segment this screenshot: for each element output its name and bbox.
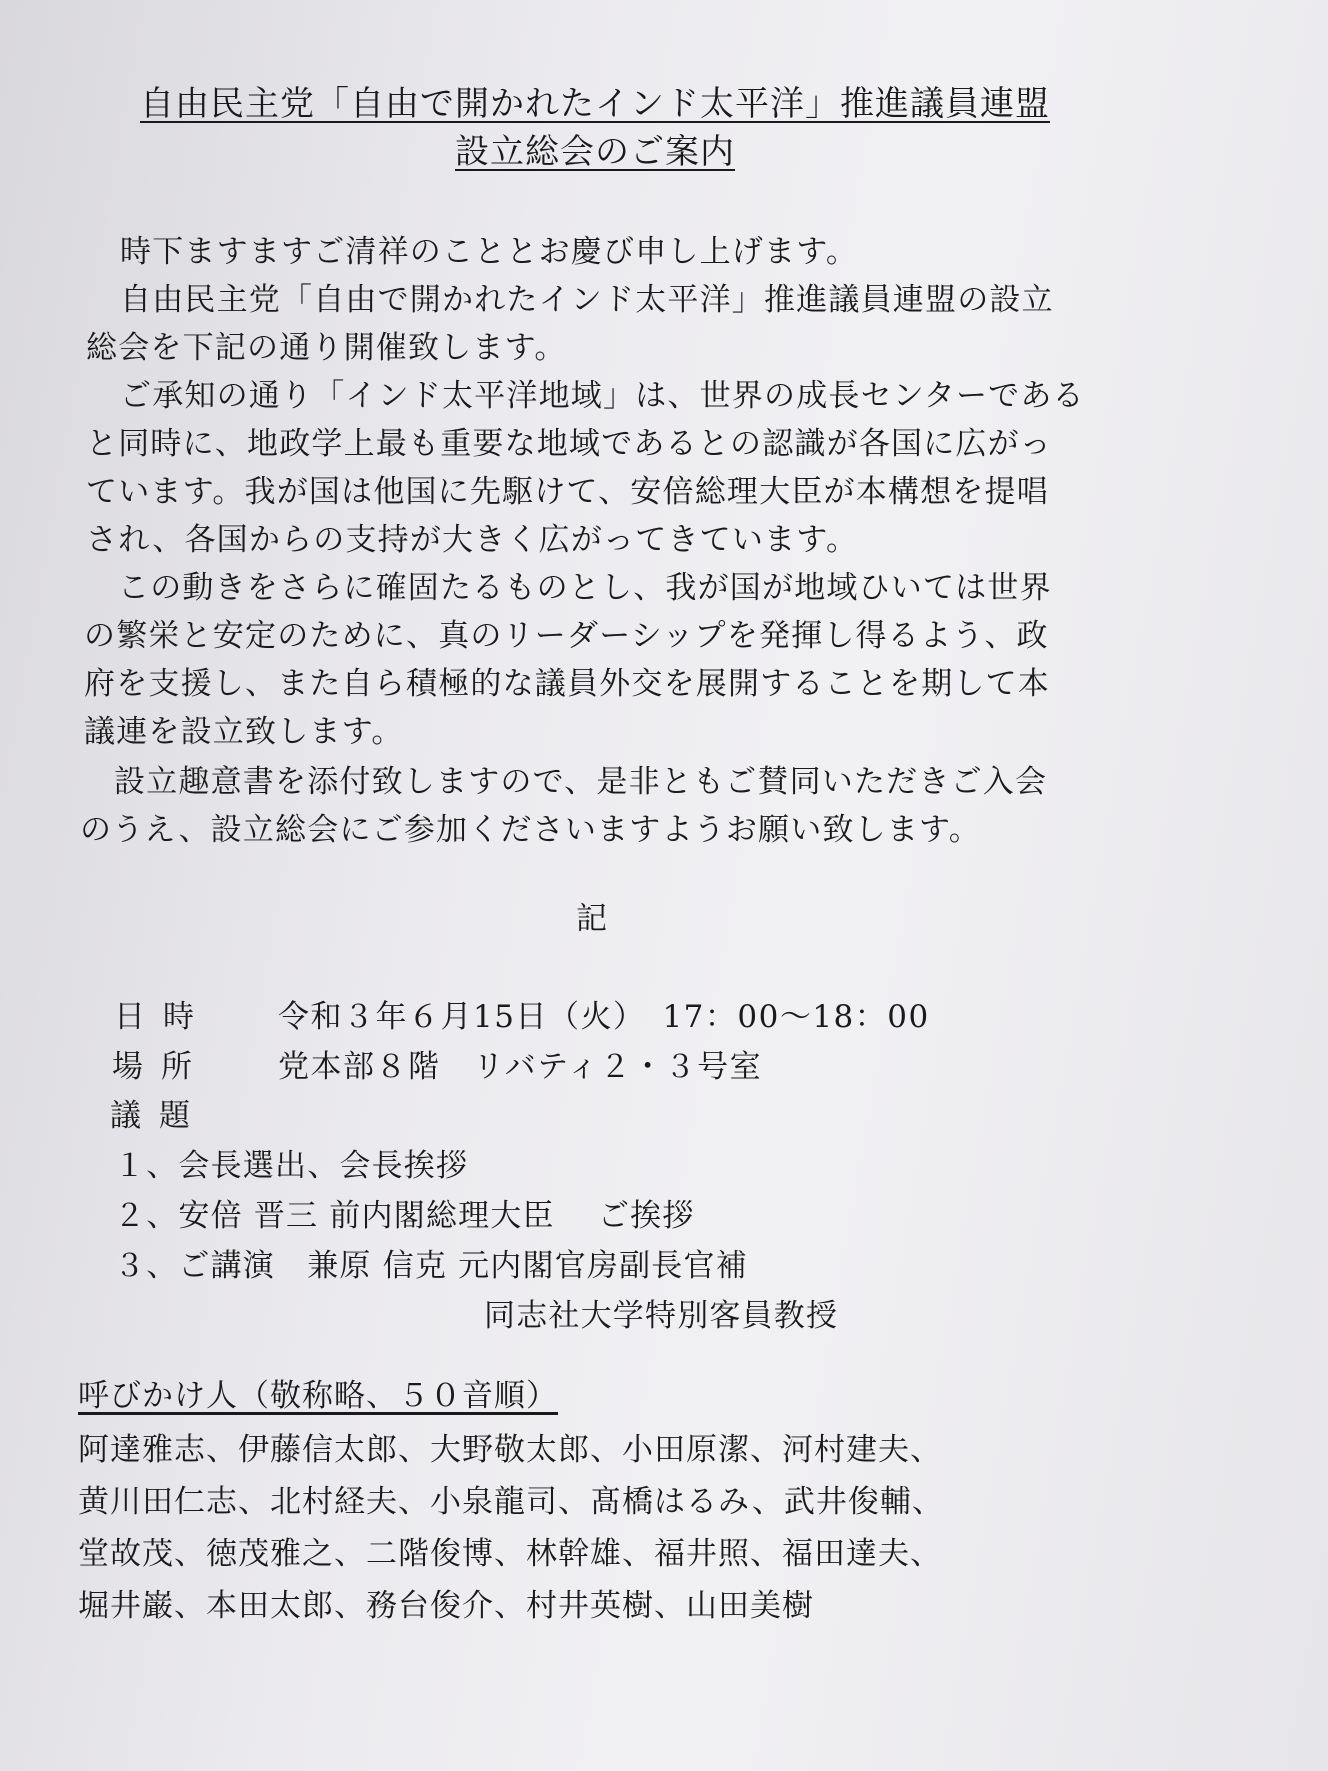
place-value: 党本部８階 リバティ２・３号室 [278,1049,763,1085]
paragraph-line: 総会を下記の通り開催致します。 [86,330,567,366]
agenda-label: 議題 [110,1098,208,1134]
paragraph-line: の繁栄と安定のために、真のリーダーシップを発揮し得るよう、政 [84,618,1049,654]
paragraph-line: 時下ますますご清祥のこととお慶び申し上げます。 [120,234,859,270]
paragraph-line: のうえ、設立総会にご参加くださいますようお願い致します。 [80,812,981,848]
document-title-line1: 自由民主党「自由で開かれたインド太平洋」推進議員連盟 [140,84,1050,124]
date-label: 日時 [114,999,212,1035]
promoters-line: 黄川田仁志、北村経夫、小泉龍司、髙橋はるみ、武井俊輔、 [78,1484,944,1520]
promoters-line: 阿達雅志、伊藤信太郎、大野敬太郎、小田原潔、河村建夫、 [78,1432,942,1468]
promoters-line: 堂故茂、徳茂雅之、二階俊博、林幹雄、福井照、福田達夫、 [78,1536,942,1572]
promoters-heading: 呼びかけ人（敬称略、５０音順） [78,1378,558,1414]
agenda-item-continuation: 同志社大学特別客員教授 [484,1298,839,1334]
date-value: 令和３年６月15日（火） 17：00〜18：00 [278,999,930,1035]
agenda-item: ３、ご講演 兼原 信克 元内閣官房副長官補 [114,1248,748,1284]
agenda-item: １、会長選出、会長挨拶 [114,1148,469,1184]
paragraph-line: され、各国からの支持が大きく広がってきています。 [86,522,859,558]
paragraph-line: 議連を設立致します。 [84,714,404,750]
paragraph-line: ご承知の通り「インド太平洋地域」は、世界の成長センターである [120,378,1085,414]
paragraph-line: この動きをさらに確固たるものとし、我が国が地域ひいては世界 [118,570,1052,606]
promoters-line: 堀井巌、本田太郎、務台俊介、村井英樹、山田美樹 [78,1588,814,1624]
paragraph-line: 設立趣意書を添付致しますので、是非ともご賛同いただきご入会 [114,764,1048,800]
agenda-item: ２、安倍 晋三 前内閣総理大臣 ご挨拶 [114,1198,695,1234]
paragraph-line: 府を支援し、また自ら積極的な議員外交を展開することを期して本 [84,666,1050,702]
paragraph-line: と同時に、地政学上最も重要な地域であるとの認識が各国に広がっ [86,426,1052,462]
paragraph-line: 自由民主党「自由で開かれたインド太平洋」推進議員連盟の設立 [120,282,1054,318]
document-title-line2: 設立総会のご案内 [455,132,735,172]
paragraph-line: ています。我が国は他国に先駆けて、安倍総理大臣が本構想を提唱 [86,474,1049,510]
ki-heading: 記 [576,901,607,937]
place-label: 場所 [112,1049,210,1085]
